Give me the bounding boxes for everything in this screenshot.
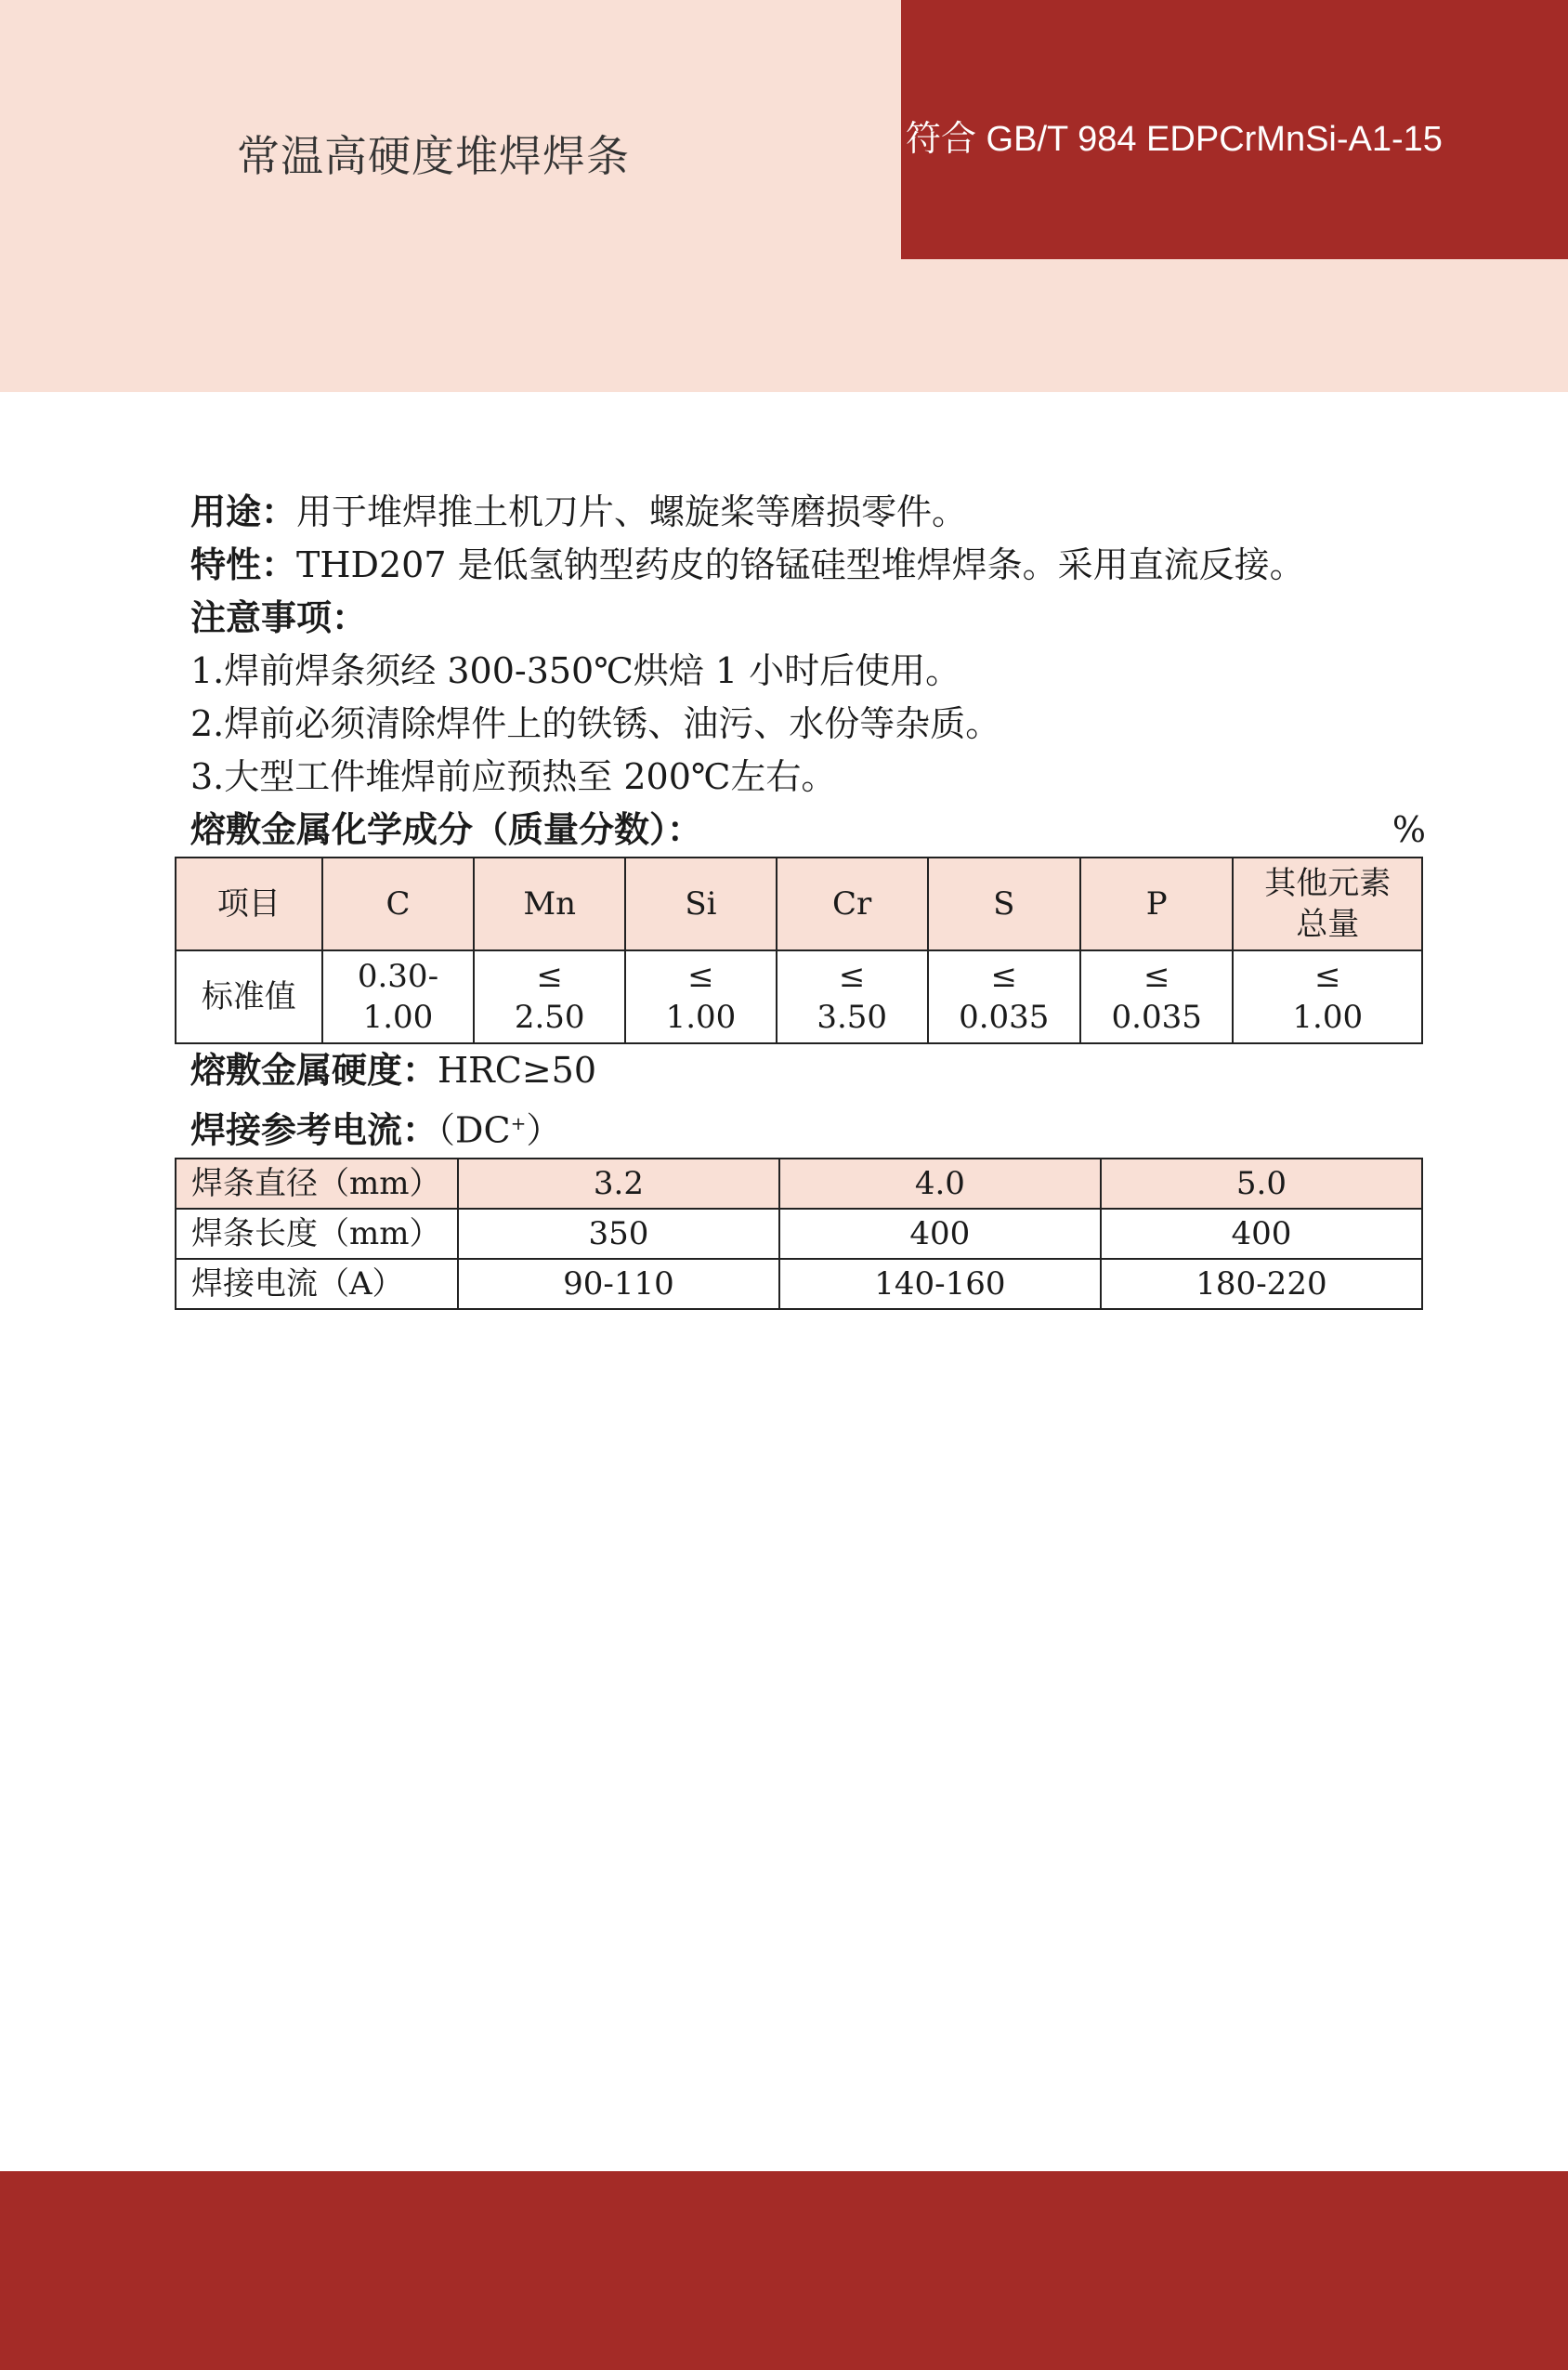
dc-polarity: + <box>510 1112 527 1134</box>
table-row-label: 焊条直径（mm） <box>176 1159 458 1209</box>
note-item: 2.焊前必须清除焊件上的铁锈、油污、水份等杂质。 <box>190 703 1001 744</box>
table-cell: 4.0 <box>779 1159 1101 1209</box>
page-title: 常温高硬度堆焊焊条 <box>237 131 630 181</box>
composition-table <box>175 857 1423 1044</box>
table-header-cell: C <box>322 858 475 950</box>
table-cell: ≤ 2.50 <box>474 950 625 1043</box>
table-cell: 400 <box>779 1209 1101 1259</box>
table-row <box>176 1209 1422 1259</box>
table-row-label: 焊接电流（A） <box>176 1259 458 1309</box>
hardness-line <box>190 1044 1426 1097</box>
current-line <box>190 1097 1426 1158</box>
table-row-label: 标准值 <box>176 950 322 1043</box>
hardness-value: HRC≥50 <box>438 1050 597 1091</box>
table-header-cell: S <box>928 858 1080 950</box>
table-cell: ≤ 3.50 <box>777 950 928 1043</box>
property-label: 特性： <box>190 544 297 585</box>
dc-close: ） <box>526 1109 562 1151</box>
table-cell: 5.0 <box>1101 1159 1422 1209</box>
table-header-cell: 项目 <box>176 858 322 950</box>
table-header-cell: P <box>1080 858 1233 950</box>
table-row <box>176 858 1422 950</box>
table-header-cell: 其他元素总量 <box>1233 858 1422 950</box>
current-table <box>175 1158 1423 1310</box>
table-cell: ≤ 0.035 <box>1080 950 1233 1043</box>
note-item: 1.焊前焊条须经 300-350℃烘焙 1 小时后使用。 <box>190 650 961 691</box>
table-cell: 400 <box>1101 1209 1422 1259</box>
table-header-cell: Cr <box>777 858 928 950</box>
table-cell: 350 <box>458 1209 779 1259</box>
table-cell: 3.2 <box>458 1159 779 1209</box>
use-line <box>190 486 1426 539</box>
table-cell: ≤ 1.00 <box>625 950 777 1043</box>
note-item: 3.大型工件堆焊前应预热至 200℃左右。 <box>190 756 837 797</box>
footer-band <box>0 2171 1568 2370</box>
composition-heading: 熔敷金属化学成分（质量分数）： <box>190 809 703 850</box>
use-label: 用途： <box>190 491 297 532</box>
table-row <box>176 950 1422 1043</box>
notes-heading: 注意事项： <box>190 597 368 638</box>
content <box>190 486 1426 1310</box>
table-cell: 140-160 <box>779 1259 1101 1309</box>
composition-unit: % <box>1392 809 1426 850</box>
table-header-cell: Mn <box>474 858 625 950</box>
table-cell: 0.30- 1.00 <box>322 950 475 1043</box>
use-text: 用于堆焊推土机刀片、螺旋桨等磨损零件。 <box>296 491 968 532</box>
table-cell: 180-220 <box>1101 1259 1422 1309</box>
standard-label: 符合 GB/T 984 EDPCrMnSi-A1-15 <box>906 120 1443 159</box>
table-row <box>176 1159 1422 1209</box>
table-row <box>176 1259 1422 1309</box>
composition-heading-row <box>190 804 1426 857</box>
table-cell: 90-110 <box>458 1259 779 1309</box>
hardness-label: 熔敷金属硬度： <box>190 1050 438 1091</box>
table-row-label: 焊条长度（mm） <box>176 1209 458 1259</box>
table-cell: ≤ 1.00 <box>1233 950 1422 1043</box>
property-text: THD207 是低氢钠型药皮的铬锰硅型堆焊焊条。采用直流反接。 <box>296 544 1305 585</box>
dc-open: （DC <box>438 1109 511 1151</box>
table-cell: ≤ 0.035 <box>928 950 1080 1043</box>
current-label: 焊接参考电流： <box>190 1109 438 1151</box>
table-header-cell: Si <box>625 858 777 950</box>
property-line <box>190 539 1426 592</box>
